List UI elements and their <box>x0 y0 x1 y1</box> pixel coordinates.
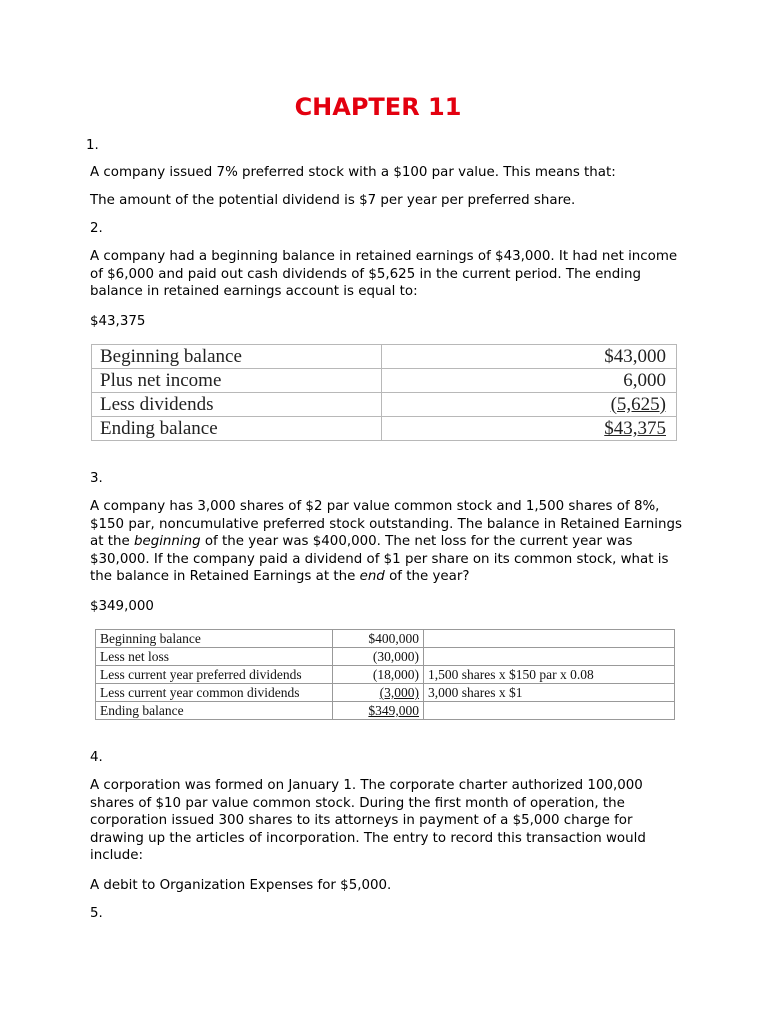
table-cell-value-wrap <box>382 417 677 441</box>
table-cell-label: Ending balance <box>92 417 382 441</box>
table-row <box>96 630 675 648</box>
question-2-text: A company had a beginning balance in retained earnings of $43,000. It had net income of $6,000 and paid out cash dividends of $5,625 in the current period. The ending balance in retained earnings account is equal to: <box>90 249 678 300</box>
question-1-answer: The amount of the potential dividend is $7 per year per preferred share. <box>90 193 576 208</box>
table-row <box>96 684 675 702</box>
table-cell-note: 1,500 shares x $150 par x 0.08 <box>424 666 675 684</box>
table-cell-note <box>424 702 675 720</box>
table-cell-value <box>333 702 424 720</box>
table-row <box>96 666 675 684</box>
question-3-emphasis: beginning <box>133 534 201 550</box>
table-cell-label: Plus net income <box>92 369 382 393</box>
table-cell-value-text: $400,000 <box>368 631 419 646</box>
table-row <box>96 648 675 666</box>
retained-earnings-table-1 <box>91 344 677 441</box>
table-cell-value-wrap <box>382 393 677 417</box>
question-1-number: 1. <box>86 138 99 153</box>
question-3-emphasis: end <box>359 569 385 585</box>
table-cell-note: 3,000 shares x $1 <box>424 684 675 702</box>
question-4-text: A corporation was formed on January 1. The corporate charter authorized 100,000 shares of $10 par value common stock. During the first month of operation, the corporation issued 300 shares to its attorneys in payment of a $5,000 charge for drawing up the articles of incorporation. The entry to record this transaction would include: <box>90 778 646 864</box>
table-row <box>92 417 677 441</box>
table-cell-value <box>333 630 424 648</box>
table-cell-value: 6,000 <box>382 369 677 393</box>
table-cell-label: Beginning balance <box>92 345 382 369</box>
table-row <box>96 702 675 720</box>
question-3-text <box>90 498 682 586</box>
table-row <box>92 345 677 369</box>
question-3-text-part: of the year was $400,000. The net loss for the current year was $30,000. If the company paid a dividend of $1 per share on its common stock, what is the balance in Retained Earnings at the <box>90 534 669 585</box>
question-3-text-part: A company has 3,000 shares of $2 par value common stock and 1,500 shares of 8%, $150 par, noncumulative preferred stock outstanding. The balance in Retained Earnings at the <box>90 499 682 550</box>
chapter-title: CHAPTER 11 <box>294 93 462 121</box>
table-cell-value: $43,375 <box>604 418 666 439</box>
question-3-number: 3. <box>90 471 103 486</box>
question-3-text-part: of the year? <box>384 569 470 585</box>
question-4-number: 4. <box>90 750 103 765</box>
table-row <box>92 369 677 393</box>
table-cell-value: (5,625) <box>610 394 666 415</box>
question-1-text: A company issued 7% preferred stock with a $100 par value. This means that: <box>90 165 616 180</box>
question-3-answer: $349,000 <box>90 599 154 614</box>
table-cell-label: Less current year preferred dividends <box>96 666 333 684</box>
table-row <box>92 393 677 417</box>
table-cell-value-text: (3,000) <box>379 685 419 700</box>
table-cell-value-text: (30,000) <box>372 649 419 664</box>
question-5-number: 5. <box>90 906 103 921</box>
question-2-answer: $43,375 <box>90 314 146 329</box>
table-cell-label: Less net loss <box>96 648 333 666</box>
table-cell-note <box>424 630 675 648</box>
retained-earnings-table-2 <box>95 629 675 720</box>
question-2-number: 2. <box>90 221 103 236</box>
table-cell-label: Ending balance <box>96 702 333 720</box>
table-cell-value <box>333 648 424 666</box>
table-cell-label: Less current year common dividends <box>96 684 333 702</box>
table-cell-note <box>424 648 675 666</box>
question-4-answer: A debit to Organization Expenses for $5,000. <box>90 878 392 893</box>
table-cell-label: Less dividends <box>92 393 382 417</box>
table-cell-value-text: (18,000) <box>372 667 419 682</box>
table-cell-label: Beginning balance <box>96 630 333 648</box>
table-cell-value <box>333 684 424 702</box>
table-cell-value <box>333 666 424 684</box>
table-cell-value: $43,000 <box>382 345 677 369</box>
table-cell-value-text: $349,000 <box>368 703 419 718</box>
